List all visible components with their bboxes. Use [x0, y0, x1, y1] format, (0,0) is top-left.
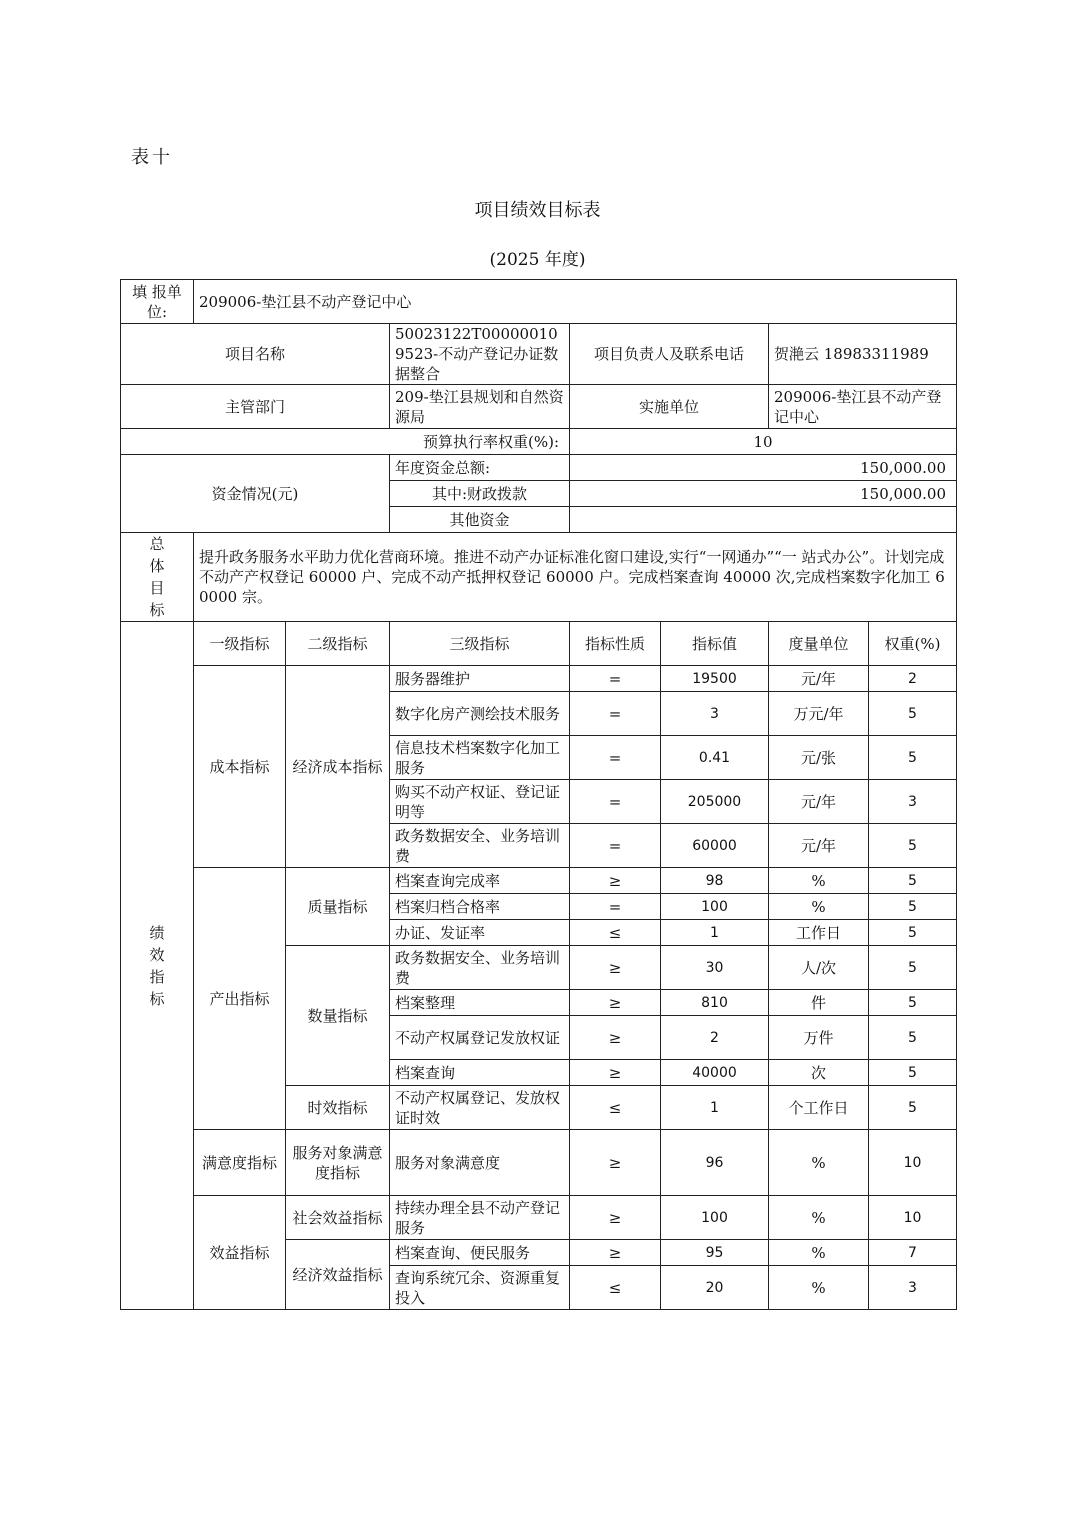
indicator-weight: 5 [869, 990, 957, 1016]
indicator-value: 810 [661, 990, 769, 1016]
indicator-nature: = [570, 692, 661, 736]
unit-value: 209006-垫江县不动产登记中心 [194, 280, 957, 324]
indicator-nature: ≥ [570, 868, 661, 894]
indicator-value: 60000 [661, 824, 769, 868]
fund-total-label: 年度资金总额: [390, 455, 570, 481]
indicator-unit: % [769, 1266, 869, 1310]
indicator-weight: 5 [869, 946, 957, 990]
header-nature: 指标性质 [570, 622, 661, 666]
indicator-unit: 人/次 [769, 946, 869, 990]
indicator-unit: % [769, 868, 869, 894]
group-econ-benefit: 经济效益指标 [286, 1240, 390, 1310]
indicator-name: 不动产权属登记、发放权证时效 [390, 1086, 570, 1130]
group-quality: 质量指标 [286, 868, 390, 946]
indicator-weight: 3 [869, 1266, 957, 1310]
leader-value: 贺滟云 18983311989 [769, 324, 957, 385]
indicator-name: 档案整理 [390, 990, 570, 1016]
indicator-weight: 5 [869, 1016, 957, 1060]
header-value: 指标值 [661, 622, 769, 666]
indicator-value: 2 [661, 1016, 769, 1060]
indicator-unit: 元/年 [769, 780, 869, 824]
budget-weight-value: 10 [570, 429, 957, 455]
indicator-weight: 10 [869, 1130, 957, 1196]
indicator-weight: 5 [869, 824, 957, 868]
indicator-name: 政务数据安全、业务培训费 [390, 824, 570, 868]
table-number: 表十 [131, 147, 173, 168]
indicator-name: 购买不动产权证、登记证明等 [390, 780, 570, 824]
goal-text: 提升政务服务水平助力优化营商环境。推进不动产办证标准化窗口建设,实行“一网通办”“一 站式办公”。计划完成不动产产权登记 60000 户、完成不动产抵押权登记 60000 户。完成档案查询 40000 次,完成档案数字化加工 60000 宗。 [194, 533, 957, 622]
indicator-name: 不动产权属登记发放权证 [390, 1016, 570, 1060]
indicator-nature: ≥ [570, 1240, 661, 1266]
indicator-value: 20 [661, 1266, 769, 1310]
indicator-name: 查询系统冗余、资源重复投入 [390, 1266, 570, 1310]
indicator-weight: 5 [869, 920, 957, 946]
indicator-nature: ≥ [570, 1016, 661, 1060]
indicator-nature: = [570, 824, 661, 868]
indicator-value: 40000 [661, 1060, 769, 1086]
indicator-unit: % [769, 1130, 869, 1196]
indicator-name: 办证、发证率 [390, 920, 570, 946]
page-title: 项目绩效目标表 [474, 200, 601, 221]
group-cost-econ: 经济成本指标 [286, 666, 390, 868]
fund-total-value: 150,000.00 [570, 455, 957, 481]
indicator-nature: ≥ [570, 990, 661, 1016]
group-social: 社会效益指标 [286, 1196, 390, 1240]
indicator-name: 档案归档合格率 [390, 894, 570, 920]
impl-value: 209006-垫江县不动产登记中心 [769, 385, 957, 429]
indicator-name: 政务数据安全、业务培训费 [390, 946, 570, 990]
unit-label: 填 报单位: [121, 280, 194, 324]
indicator-weight: 5 [869, 1086, 957, 1130]
indicator-unit: 个工作日 [769, 1086, 869, 1130]
indicator-weight: 5 [869, 1060, 957, 1086]
indicator-value: 3 [661, 692, 769, 736]
indicator-name: 档案查询、便民服务 [390, 1240, 570, 1266]
indicator-name: 服务对象满意度 [390, 1130, 570, 1196]
fund-fiscal-label: 其中:财政拨款 [390, 481, 570, 507]
group-satisfaction: 满意度指标 [194, 1130, 286, 1196]
group-cost: 成本指标 [194, 666, 286, 868]
indicator-nature: ≤ [570, 1266, 661, 1310]
indicator-nature: ≥ [570, 946, 661, 990]
indicator-value: 98 [661, 868, 769, 894]
indicator-value: 19500 [661, 666, 769, 692]
header-weight: 权重(%) [869, 622, 957, 666]
indicator-unit: 万元/年 [769, 692, 869, 736]
indicator-name: 持续办理全县不动产登记服务 [390, 1196, 570, 1240]
header-level3: 三级指标 [390, 622, 570, 666]
indicator-nature: ≥ [570, 1130, 661, 1196]
indicator-name: 档案查询 [390, 1060, 570, 1086]
indicator-value: 95 [661, 1240, 769, 1266]
indicator-unit: 万件 [769, 1016, 869, 1060]
indicator-weight: 7 [869, 1240, 957, 1266]
indicator-name: 服务器维护 [390, 666, 570, 692]
goal-label: 总体目标 [121, 533, 194, 622]
indicator-nature: = [570, 894, 661, 920]
indicator-weight: 2 [869, 666, 957, 692]
leader-label: 项目负责人及联系电话 [570, 324, 769, 385]
indicator-unit: 元/年 [769, 824, 869, 868]
indicator-value: 100 [661, 894, 769, 920]
indicator-unit: 元/年 [769, 666, 869, 692]
indicator-nature: ≥ [570, 1060, 661, 1086]
indicator-value: 30 [661, 946, 769, 990]
performance-table [120, 279, 957, 1310]
indicator-value: 100 [661, 1196, 769, 1240]
dept-value: 209-垫江县规划和自然资源局 [390, 385, 570, 429]
indicator-weight: 5 [869, 692, 957, 736]
indicator-nature: ≤ [570, 920, 661, 946]
project-name-label: 项目名称 [121, 324, 390, 385]
project-name-value: 50023122T000000109523-不动产登记办证数据整合 [390, 324, 570, 385]
group-benefit: 效益指标 [194, 1196, 286, 1310]
header-level2: 二级指标 [286, 622, 390, 666]
indicator-name: 档案查询完成率 [390, 868, 570, 894]
fund-other-label: 其他资金 [390, 507, 570, 533]
group-quantity: 数量指标 [286, 946, 390, 1086]
indicator-section-label: 绩效指标 [121, 622, 194, 1310]
year-label: (2025 年度) [489, 250, 586, 270]
indicator-value: 1 [661, 1086, 769, 1130]
fund-fiscal-value: 150,000.00 [570, 481, 957, 507]
indicator-name: 数字化房产测绘技术服务 [390, 692, 570, 736]
indicator-unit: % [769, 1240, 869, 1266]
indicator-weight: 10 [869, 1196, 957, 1240]
indicator-nature: = [570, 666, 661, 692]
indicator-weight: 5 [869, 736, 957, 780]
indicator-value: 96 [661, 1130, 769, 1196]
indicator-weight: 3 [869, 780, 957, 824]
group-output: 产出指标 [194, 868, 286, 1130]
indicator-value: 0.41 [661, 736, 769, 780]
indicator-nature: = [570, 736, 661, 780]
indicator-unit: 工作日 [769, 920, 869, 946]
indicator-value: 1 [661, 920, 769, 946]
indicator-unit: % [769, 1196, 869, 1240]
indicator-weight: 5 [869, 868, 957, 894]
indicator-unit: 次 [769, 1060, 869, 1086]
impl-label: 实施单位 [570, 385, 769, 429]
group-satisfaction-sub: 服务对象满意度指标 [286, 1130, 390, 1196]
group-timeliness: 时效指标 [286, 1086, 390, 1130]
fund-other-value [570, 507, 957, 533]
indicator-unit: 件 [769, 990, 869, 1016]
dept-label: 主管部门 [121, 385, 390, 429]
indicator-name: 信息技术档案数字化加工服务 [390, 736, 570, 780]
indicator-unit: 元/张 [769, 736, 869, 780]
indicator-value: 205000 [661, 780, 769, 824]
fund-label: 资金情况(元) [121, 455, 390, 533]
header-level1: 一级指标 [194, 622, 286, 666]
budget-weight-label: 预算执行率权重(%): [121, 429, 570, 455]
indicator-unit: % [769, 894, 869, 920]
indicator-nature: ≥ [570, 1196, 661, 1240]
indicator-weight: 5 [869, 894, 957, 920]
header-unit: 度量单位 [769, 622, 869, 666]
indicator-nature: ≤ [570, 1086, 661, 1130]
indicator-nature: = [570, 780, 661, 824]
